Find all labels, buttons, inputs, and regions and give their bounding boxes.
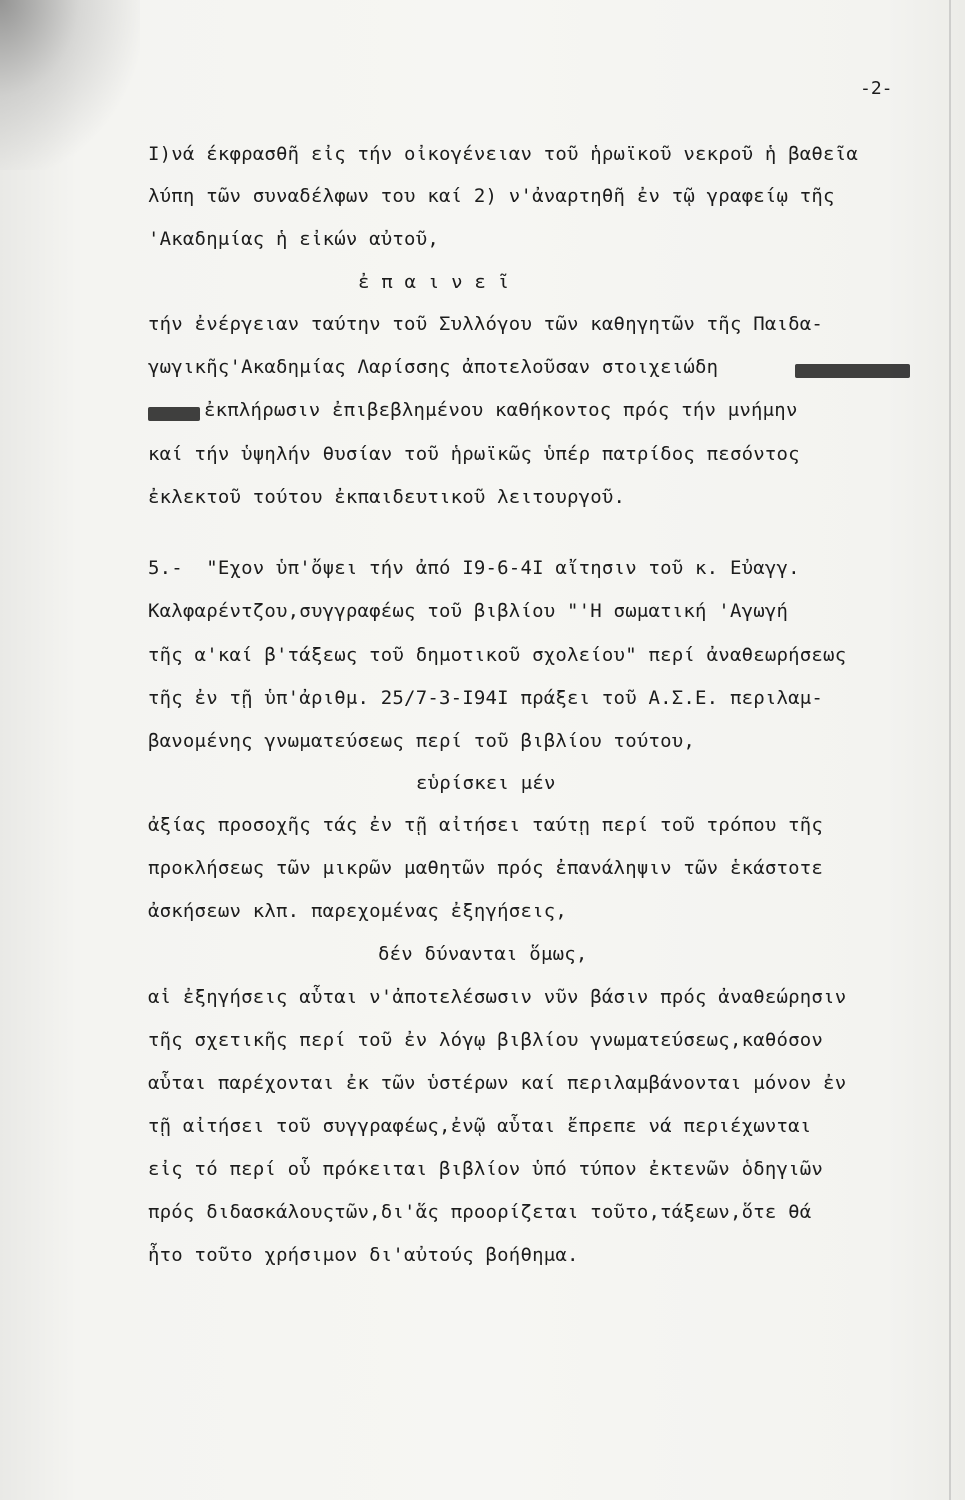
text-line-7: ἐκπλήρωσιν ἐπιβεβλημένου καθήκοντος πρός τήν μνήμην (204, 399, 798, 421)
text-line-22: αὗται παρέχονται ἐκ τῶν ὑστέρων καί περιλαμβάνονται μόνον ἐν (148, 1072, 847, 1094)
text-line-18: ἀσκήσεων κλπ. παρεχομένας ἐξηγήσεις, (148, 900, 568, 922)
text-line-16: ἀξίας προσοχῆς τάς ἐν τῇ αἰτήσει ταύτῃ περί τοῦ τρόπου τῆς (148, 814, 824, 836)
text-line-11: Καλφαρέντζου,συγγραφέως τοῦ βιβλίου "'Η σωματική 'Αγωγή (148, 600, 789, 622)
text-line-21: τῆς σχετικῆς περί τοῦ ἐν λόγῳ βιβλίου γνωματεύσεως,καθόσον (148, 1029, 824, 1051)
text-line-10: 5.- "Εχον ὑπ'ὄψει τήν ἀπό I9-6-4I αἴτησιν τοῦ κ. Εὐαγγ. (148, 557, 800, 579)
text-line-3: 'Ακαδημίας ἡ εἰκών αὐτοῦ, (148, 228, 439, 250)
text-line-5: τήν ἐνέργειαν ταύτην τοῦ Συλλόγου τῶν καθηγητῶν τῆς Παιδα- (148, 313, 824, 335)
page-number: -2- (860, 78, 893, 99)
text-line-2: λύπη τῶν συναδέλφων του καί 2) ν'ἀναρτηθῆ ἐν τῷ γραφείῳ τῆς (148, 185, 835, 207)
text-line-24: εἰς τό περί οὗ πρόκειται βιβλίον ὑπό τύπον ἐκτενῶν ὁδηγιῶν (148, 1158, 824, 1180)
text-line-17: προκλήσεως τῶν μικρῶν μαθητῶν πρός ἐπανάληψιν τῶν ἑκάστοτε (148, 857, 824, 879)
text-line-1: I)νά έκφρασθῆ εἰς τήν οἰκογένειαν τοῦ ἡρωϊκοῦ νεκροῦ ἡ βαθεῖα (148, 143, 858, 165)
text-line-6: γωγικῆς'Ακαδημίας Λαρίσσης ἀποτελοῦσαν στοιχειώδη (148, 356, 719, 378)
text-line-13: τῆς ἐν τῇ ὑπ'ἀριθμ. 25/7-3-I94I πράξει τοῦ Α.Σ.Ε. περιλαμ- (148, 687, 824, 709)
redaction-mark (795, 364, 910, 378)
text-line-20: αἱ ἐξηγήσεις αὗται ν'ἀποτελέσωσιν νῦν βάσιν πρός ἀναθεώρησιν (148, 986, 847, 1008)
text-line-8: καί τήν ὑψηλήν θυσίαν τοῦ ἡρωϊκῶς ὑπέρ πατρίδος πεσόντος (148, 443, 800, 465)
text-line-4: ἐ π α ι ν ε ῖ (358, 271, 510, 293)
scan-shadow (0, 0, 140, 170)
text-line-19: δέν δύνανται ὅμως, (378, 943, 588, 965)
text-line-9: ἐκλεκτοῦ τούτου ἐκπαιδευτικοῦ λειτουργοῦ. (148, 486, 626, 508)
redaction-mark (148, 407, 200, 421)
text-line-26: ἦτο τοῦτο χρήσιμον δι'αὐτούς βοήθημα. (148, 1244, 579, 1266)
text-line-15: εὑρίσκει μέν (416, 772, 556, 794)
text-line-25: πρός διδασκάλουςτῶν,δι'ἅς προορίζεται τοῦτο,τάξεων,ὅτε θά (148, 1201, 812, 1223)
text-line-14: βανομένης γνωματεύσεως περί τοῦ βιβλίου τούτου, (148, 730, 696, 752)
page-edge (949, 0, 951, 1500)
text-line-23: τῇ αἰτήσει τοῦ συγγραφέως,ἐνῷ αὗται ἔπρεπε νά περιέχωνται (148, 1115, 812, 1137)
text-line-12: τῆς α'καί β'τάξεως τοῦ δημοτικοῦ σχολείου" περί ἀναθεωρήσεως (148, 644, 847, 666)
